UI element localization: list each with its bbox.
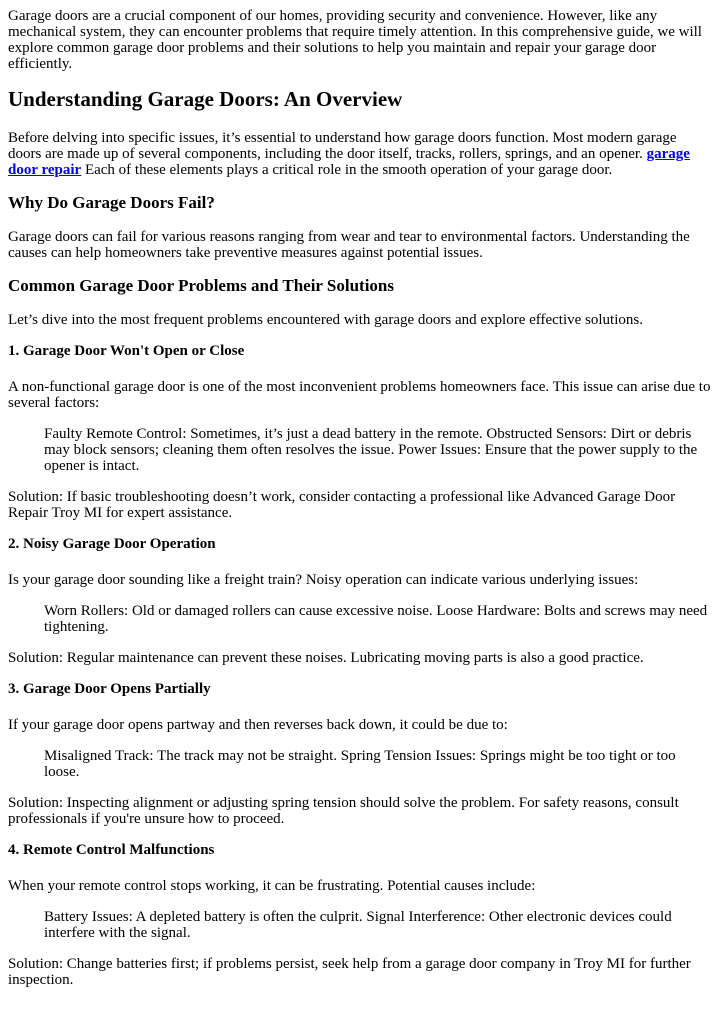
overview-text-after-link: Each of these elements plays a critical role in the smooth operation of your garage door. (81, 162, 613, 178)
problem-heading: 1. Garage Door Won't Open or Close (8, 343, 245, 359)
problem-solution: Solution: If basic troubleshooting doesn’t work, consider contacting a professional like Advanced Garage Door Repair Troy MI for expert assistance. (8, 489, 676, 521)
intro-paragraph: Garage doors are a crucial component of our homes, providing security and convenience. However, like any mechanical system, they can encounter problems that require timely attention. In this comprehensive guide, we will explore common garage door problems and their solutions to help you maintain and repair your garage door efficiently. (8, 8, 702, 72)
problem-solution: Solution: Change batteries first; if problems persist, seek help from a garage door company in Troy MI for further inspection. (8, 956, 691, 988)
problem-intro: If your garage door opens partway and then reverses back down, it could be due to: (8, 717, 508, 733)
problem-section-2 (8, 536, 712, 666)
problem-intro: Is your garage door sounding like a freight train? Noisy operation can indicate various underlying issues: (8, 572, 639, 588)
common-problems-paragraph: Let’s dive into the most frequent problems encountered with garage doors and explore effective solutions. (8, 312, 643, 328)
problem-causes: Faulty Remote Control: Sometimes, it’s just a dead battery in the remote. Obstructed Sensors: Dirt or debris may block sensors; cleaning them often resolves the issue. Power Issues: Ensure that the power supply to the opener is intact. (44, 426, 698, 474)
problem-causes: Worn Rollers: Old or damaged rollers can cause excessive noise. Loose Hardware: Bolts and screws may need tightening. (44, 603, 708, 635)
overview-paragraph (8, 130, 712, 178)
common-problems-heading: Common Garage Door Problems and Their Solutions (8, 276, 394, 295)
problem-section-4 (8, 842, 712, 988)
why-fail-heading: Why Do Garage Doors Fail? (8, 193, 215, 212)
problem-heading: 3. Garage Door Opens Partially (8, 681, 211, 697)
problem-heading: 2. Noisy Garage Door Operation (8, 536, 216, 552)
problem-solution: Solution: Regular maintenance can prevent these noises. Lubricating moving parts is also a good practice. (8, 650, 644, 666)
problem-solution: Solution: Inspecting alignment or adjusting spring tension should solve the problem. For safety reasons, consult professionals if you're unsure how to proceed. (8, 795, 679, 827)
problem-intro: When your remote control stops working, it can be frustrating. Potential causes include: (8, 878, 536, 894)
overview-heading: Understanding Garage Doors: An Overview (8, 87, 403, 111)
garage-door-repair-link[interactable]: garage door repair (8, 146, 690, 178)
overview-text-before-link: Before delving into specific issues, it’s essential to understand how garage doors function. Most modern garage doors are made up of several components, including the door itself, tracks, rollers, springs, and an opener. (8, 130, 677, 162)
problem-heading: 4. Remote Control Malfunctions (8, 842, 215, 858)
problem-section-3 (8, 681, 712, 827)
why-fail-paragraph: Garage doors can fail for various reasons ranging from wear and tear to environmental factors. Understanding the causes can help homeowners take preventive measures against potential issues. (8, 229, 690, 261)
problem-intro: A non-functional garage door is one of the most inconvenient problems homeowners face. This issue can arise due to several factors: (8, 379, 711, 411)
problem-section-1 (8, 343, 712, 521)
problem-causes: Battery Issues: A depleted battery is often the culprit. Signal Interference: Other electronic devices could interfere with the signal. (44, 909, 672, 941)
problem-causes: Misaligned Track: The track may not be straight. Spring Tension Issues: Springs might be too tight or too loose. (44, 748, 676, 780)
